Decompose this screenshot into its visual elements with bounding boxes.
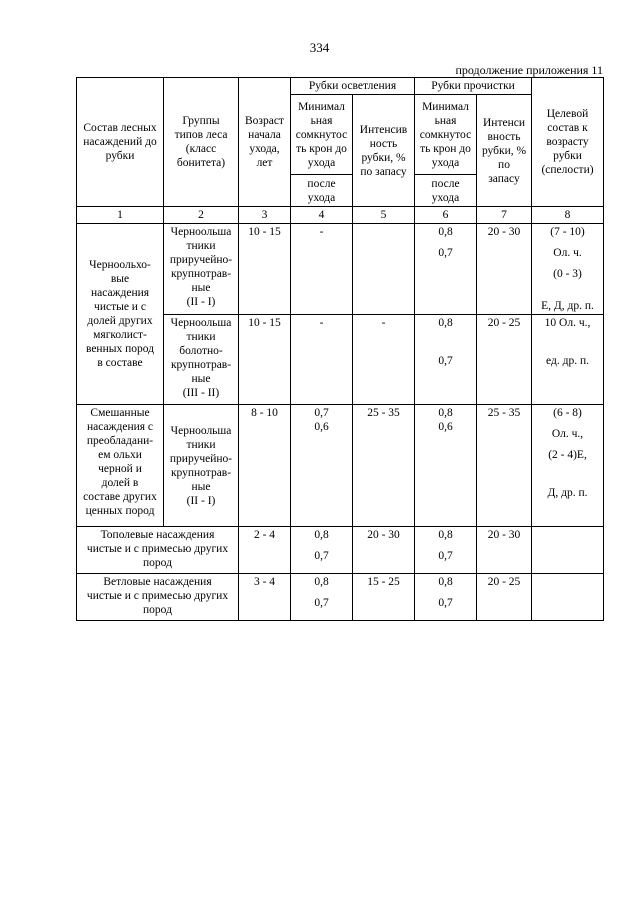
target-composition-cell: [532, 574, 604, 621]
intensity-cleaning-cell: 20 - 30: [477, 224, 532, 315]
target-composition-cell: (7 - 10) Ол. ч. (0 - 3) Е, Д, др. п.: [532, 224, 604, 315]
header-composition: Состав лесных насаждений до рубки: [77, 78, 164, 207]
column-number: 4: [291, 207, 353, 224]
target-composition-cell: [532, 527, 604, 574]
table-row: [77, 405, 604, 527]
header-intensity-cleaning: Интенси вность рубки, % по запасу: [477, 95, 532, 207]
header-after-care-thinning: после ухода: [291, 175, 353, 207]
min-density-thinning-cell: 0,8 0,7: [291, 574, 353, 621]
table-row: [77, 574, 604, 621]
target-composition-cell: (6 - 8) Ол. ч., (2 - 4)Е, Д, др. п.: [532, 405, 604, 527]
min-density-cleaning-cell: 0,8 0,7: [415, 574, 477, 621]
intensity-cleaning-cell: 25 - 35: [477, 405, 532, 527]
table-row: [77, 527, 604, 574]
min-density-cleaning-cell: 0,8 0,6: [415, 405, 477, 527]
group4-composition: Ветловые насаждения чистые и с примесью других пород: [77, 574, 239, 621]
intensity-thinning-cell: 15 - 25: [353, 574, 415, 621]
continuation-label: продолжение приложения 11: [455, 63, 603, 77]
min-density-thinning-cell: -: [291, 315, 353, 405]
column-number: 7: [477, 207, 532, 224]
intensity-cleaning-cell: 20 - 25: [477, 574, 532, 621]
age-cell: 10 - 15: [239, 315, 291, 405]
intensity-thinning-cell: -: [353, 315, 415, 405]
header-target: Целевой состав к возрасту рубки (спелости): [532, 78, 604, 207]
target-composition-cell: 10 Ол. ч., ед. др. п.: [532, 315, 604, 405]
header-thinning: Рубки осветления: [291, 78, 415, 95]
page-number: 334: [309, 40, 330, 55]
column-number: 8: [532, 207, 604, 224]
group2-composition: Смешанные насаждения с преобладани- ем ольхи черной и долей в составе других ценных пород: [77, 405, 164, 527]
header-row-1: [77, 78, 604, 95]
min-density-thinning-cell: -: [291, 224, 353, 315]
min-density-thinning-cell: 0,8 0,7: [291, 527, 353, 574]
min-density-cleaning-cell: 0,8 0,7: [415, 527, 477, 574]
intensity-thinning-cell: [353, 224, 415, 315]
intensity-cleaning-cell: 20 - 25: [477, 315, 532, 405]
header-after-care-cleaning: после ухода: [415, 175, 477, 207]
group2-forest-type: Черноольша тники приручейно- крупнотрав- ные (II - I): [164, 405, 239, 527]
header-forest-groups: Группы типов леса (класс бонитета): [164, 78, 239, 207]
column-number: 1: [77, 207, 164, 224]
group1-forest-type: Черноольша тники болотно- крупнотрав- ные (III - II): [164, 315, 239, 405]
intensity-cleaning-cell: 20 - 30: [477, 527, 532, 574]
age-cell: 10 - 15: [239, 224, 291, 315]
column-number: 5: [353, 207, 415, 224]
group1-composition: Черноольхо- вые насаждения чистые и с долей других мягколист- венных пород в составе: [77, 224, 164, 405]
header-min-density-thinning: Минимал ьная сомкнутос ть крон до ухода: [291, 95, 353, 175]
min-density-cleaning-cell: 0,8 0,7: [415, 315, 477, 405]
header-min-density-cleaning: Минимал ьная сомкнутос ть крон до ухода: [415, 95, 477, 175]
header-cleaning: Рубки прочистки: [415, 78, 532, 95]
age-cell: 8 - 10: [239, 405, 291, 527]
column-number: 3: [239, 207, 291, 224]
column-numbers-row: [77, 207, 604, 224]
column-number: 6: [415, 207, 477, 224]
min-density-thinning-cell: 0,7 0,6: [291, 405, 353, 527]
header-age: Возраст начала ухода, лет: [239, 78, 291, 207]
intensity-thinning-cell: 20 - 30: [353, 527, 415, 574]
age-cell: 3 - 4: [239, 574, 291, 621]
logging-table: [76, 77, 604, 621]
age-cell: 2 - 4: [239, 527, 291, 574]
group1-forest-type: Черноольша тники приручейно- крупнотрав- ные (II - I): [164, 224, 239, 315]
header-intensity-thinning: Интенсив ность рубки, % по запасу: [353, 95, 415, 207]
group3-composition: Тополевые насаждения чистые и с примесью других пород: [77, 527, 239, 574]
table-row: [77, 224, 604, 315]
intensity-thinning-cell: 25 - 35: [353, 405, 415, 527]
column-number: 2: [164, 207, 239, 224]
min-density-cleaning-cell: 0,8 0,7: [415, 224, 477, 315]
